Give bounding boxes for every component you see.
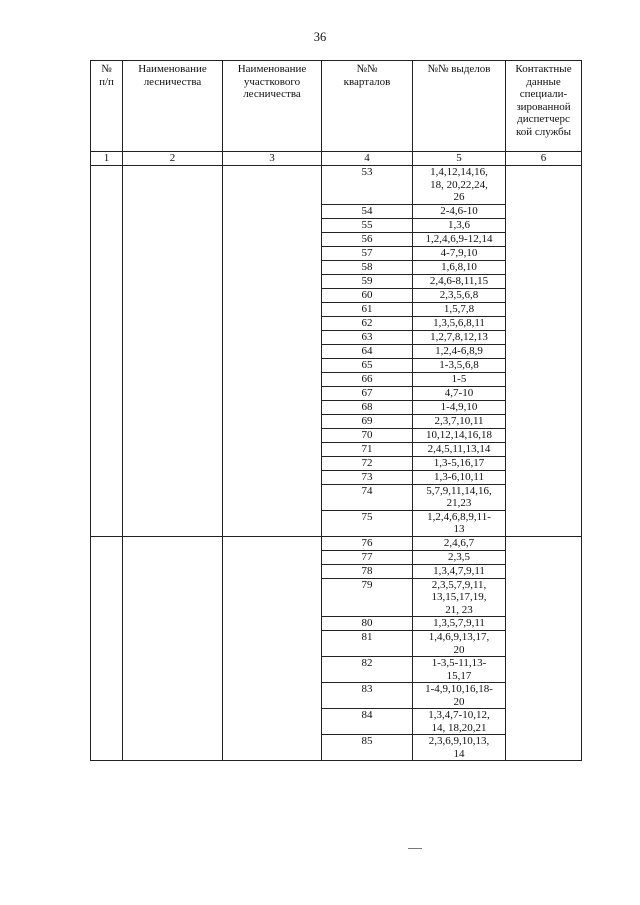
allotments-cell: 2,4,6-8,11,15 xyxy=(413,274,506,288)
column-number: 2 xyxy=(123,152,223,166)
quarter-cell: 84 xyxy=(322,709,413,735)
quarter-cell: 68 xyxy=(322,400,413,414)
allotments-cell: 2,4,6,7 xyxy=(413,536,506,550)
allotments-cell: 1,3,5,7,9,11 xyxy=(413,617,506,631)
quarter-cell: 64 xyxy=(322,344,413,358)
allotments-cell: 1,2,4-6,8,9 xyxy=(413,344,506,358)
allotments-cell: 1-3,5-11,13- 15,17 xyxy=(413,657,506,683)
quarter-cell: 81 xyxy=(322,631,413,657)
allotments-cell: 1,5,7,8 xyxy=(413,302,506,316)
quarter-cell: 57 xyxy=(322,246,413,260)
forestry-cell xyxy=(123,536,223,761)
allotments-cell: 2-4,6-10 xyxy=(413,204,506,218)
quarter-cell: 69 xyxy=(322,414,413,428)
quarter-cell: 67 xyxy=(322,386,413,400)
allotments-cell: 1,3-6,10,11 xyxy=(413,470,506,484)
allotments-cell: 1,2,4,6,8,9,11- 13 xyxy=(413,510,506,536)
allotments-cell: 1-4,9,10,16,18- 20 xyxy=(413,683,506,709)
allotments-cell: 1-3,5,6,8 xyxy=(413,358,506,372)
page-number: 36 xyxy=(313,30,327,44)
district-forestry-cell xyxy=(223,166,322,537)
allotments-cell: 1,3,5,6,8,11 xyxy=(413,316,506,330)
district-forestry-cell xyxy=(223,536,322,761)
quarter-cell: 62 xyxy=(322,316,413,330)
allotments-cell: 2,3,7,10,11 xyxy=(413,414,506,428)
allotments-cell: 1,3,4,7-10,12, 14, 18,20,21 xyxy=(413,709,506,735)
allotments-cell: 1,3,4,7,9,11 xyxy=(413,564,506,578)
column-number: 5 xyxy=(413,152,506,166)
quarter-cell: 66 xyxy=(322,372,413,386)
allotments-cell: 1,6,8,10 xyxy=(413,260,506,274)
quarter-cell: 74 xyxy=(322,484,413,510)
header-forestry: Наименование лесничества xyxy=(123,61,223,152)
allotments-cell: 2,3,5 xyxy=(413,550,506,564)
quarter-cell: 72 xyxy=(322,456,413,470)
quarter-cell: 58 xyxy=(322,260,413,274)
quarter-cell: 65 xyxy=(322,358,413,372)
quarter-cell: 76 xyxy=(322,536,413,550)
quarter-cell: 70 xyxy=(322,428,413,442)
allotments-cell: 1-4,9,10 xyxy=(413,400,506,414)
quarter-cell: 56 xyxy=(322,232,413,246)
quarter-cell: 80 xyxy=(322,617,413,631)
quarter-cell: 55 xyxy=(322,218,413,232)
forestry-cell xyxy=(123,166,223,537)
allotments-cell: 1-5 xyxy=(413,372,506,386)
column-number: 6 xyxy=(506,152,582,166)
quarter-cell: 73 xyxy=(322,470,413,484)
header-allotments: №№ выделов xyxy=(413,61,506,152)
column-number: 4 xyxy=(322,152,413,166)
quarter-cell: 59 xyxy=(322,274,413,288)
quarter-cell: 61 xyxy=(322,302,413,316)
table-row xyxy=(91,166,582,205)
quarter-cell: 85 xyxy=(322,735,413,761)
quarter-cell: 54 xyxy=(322,204,413,218)
allotments-cell: 5,7,9,11,14,16, 21,23 xyxy=(413,484,506,510)
allotments-cell: 4-7,9,10 xyxy=(413,246,506,260)
quarters-table xyxy=(90,60,582,761)
dispatch-contacts-cell xyxy=(506,166,582,537)
allotments-cell: 2,3,5,6,8 xyxy=(413,288,506,302)
header-district-forestry: Наименование участкового лесничества xyxy=(223,61,322,152)
allotments-cell: 1,4,6,9,13,17, 20 xyxy=(413,631,506,657)
allotments-cell: 1,3-5,16,17 xyxy=(413,456,506,470)
quarter-cell: 82 xyxy=(322,657,413,683)
quarter-cell: 78 xyxy=(322,564,413,578)
quarter-cell: 53 xyxy=(322,166,413,205)
header-quarters: №№ кварталов xyxy=(322,61,413,152)
column-number: 3 xyxy=(223,152,322,166)
header-dispatch-contacts: Контактные данные специали- зированной диспетчерс кой службы xyxy=(506,61,582,152)
allotments-cell: 2,4,5,11,13,14 xyxy=(413,442,506,456)
allotments-cell: 4,7-10 xyxy=(413,386,506,400)
quarter-cell: 79 xyxy=(322,578,413,617)
header-row xyxy=(91,61,582,152)
allotments-cell: 2,3,6,9,10,13, 14 xyxy=(413,735,506,761)
quarter-cell: 77 xyxy=(322,550,413,564)
table-row xyxy=(91,536,582,550)
allotments-cell: 1,2,4,6,9-12,14 xyxy=(413,232,506,246)
number-cell xyxy=(91,166,123,537)
quarter-cell: 71 xyxy=(322,442,413,456)
allotments-cell: 2,3,5,7,9,11, 13,15,17,19, 21, 23 xyxy=(413,578,506,617)
allotments-cell: 1,4,12,14,16, 18, 20,22,24, 26 xyxy=(413,166,506,205)
number-cell xyxy=(91,536,123,761)
allotments-cell: 1,2,7,8,12,13 xyxy=(413,330,506,344)
quarter-cell: 75 xyxy=(322,510,413,536)
dispatch-contacts-cell xyxy=(506,536,582,761)
column-number-row xyxy=(91,152,582,166)
allotments-cell: 1,3,6 xyxy=(413,218,506,232)
quarter-cell: 83 xyxy=(322,683,413,709)
table-body xyxy=(91,166,582,761)
quarter-cell: 63 xyxy=(322,330,413,344)
column-number: 1 xyxy=(91,152,123,166)
quarter-cell: 60 xyxy=(322,288,413,302)
footer-mark xyxy=(408,848,422,849)
header-number: № п/п xyxy=(91,61,123,152)
allotments-cell: 10,12,14,16,18 xyxy=(413,428,506,442)
